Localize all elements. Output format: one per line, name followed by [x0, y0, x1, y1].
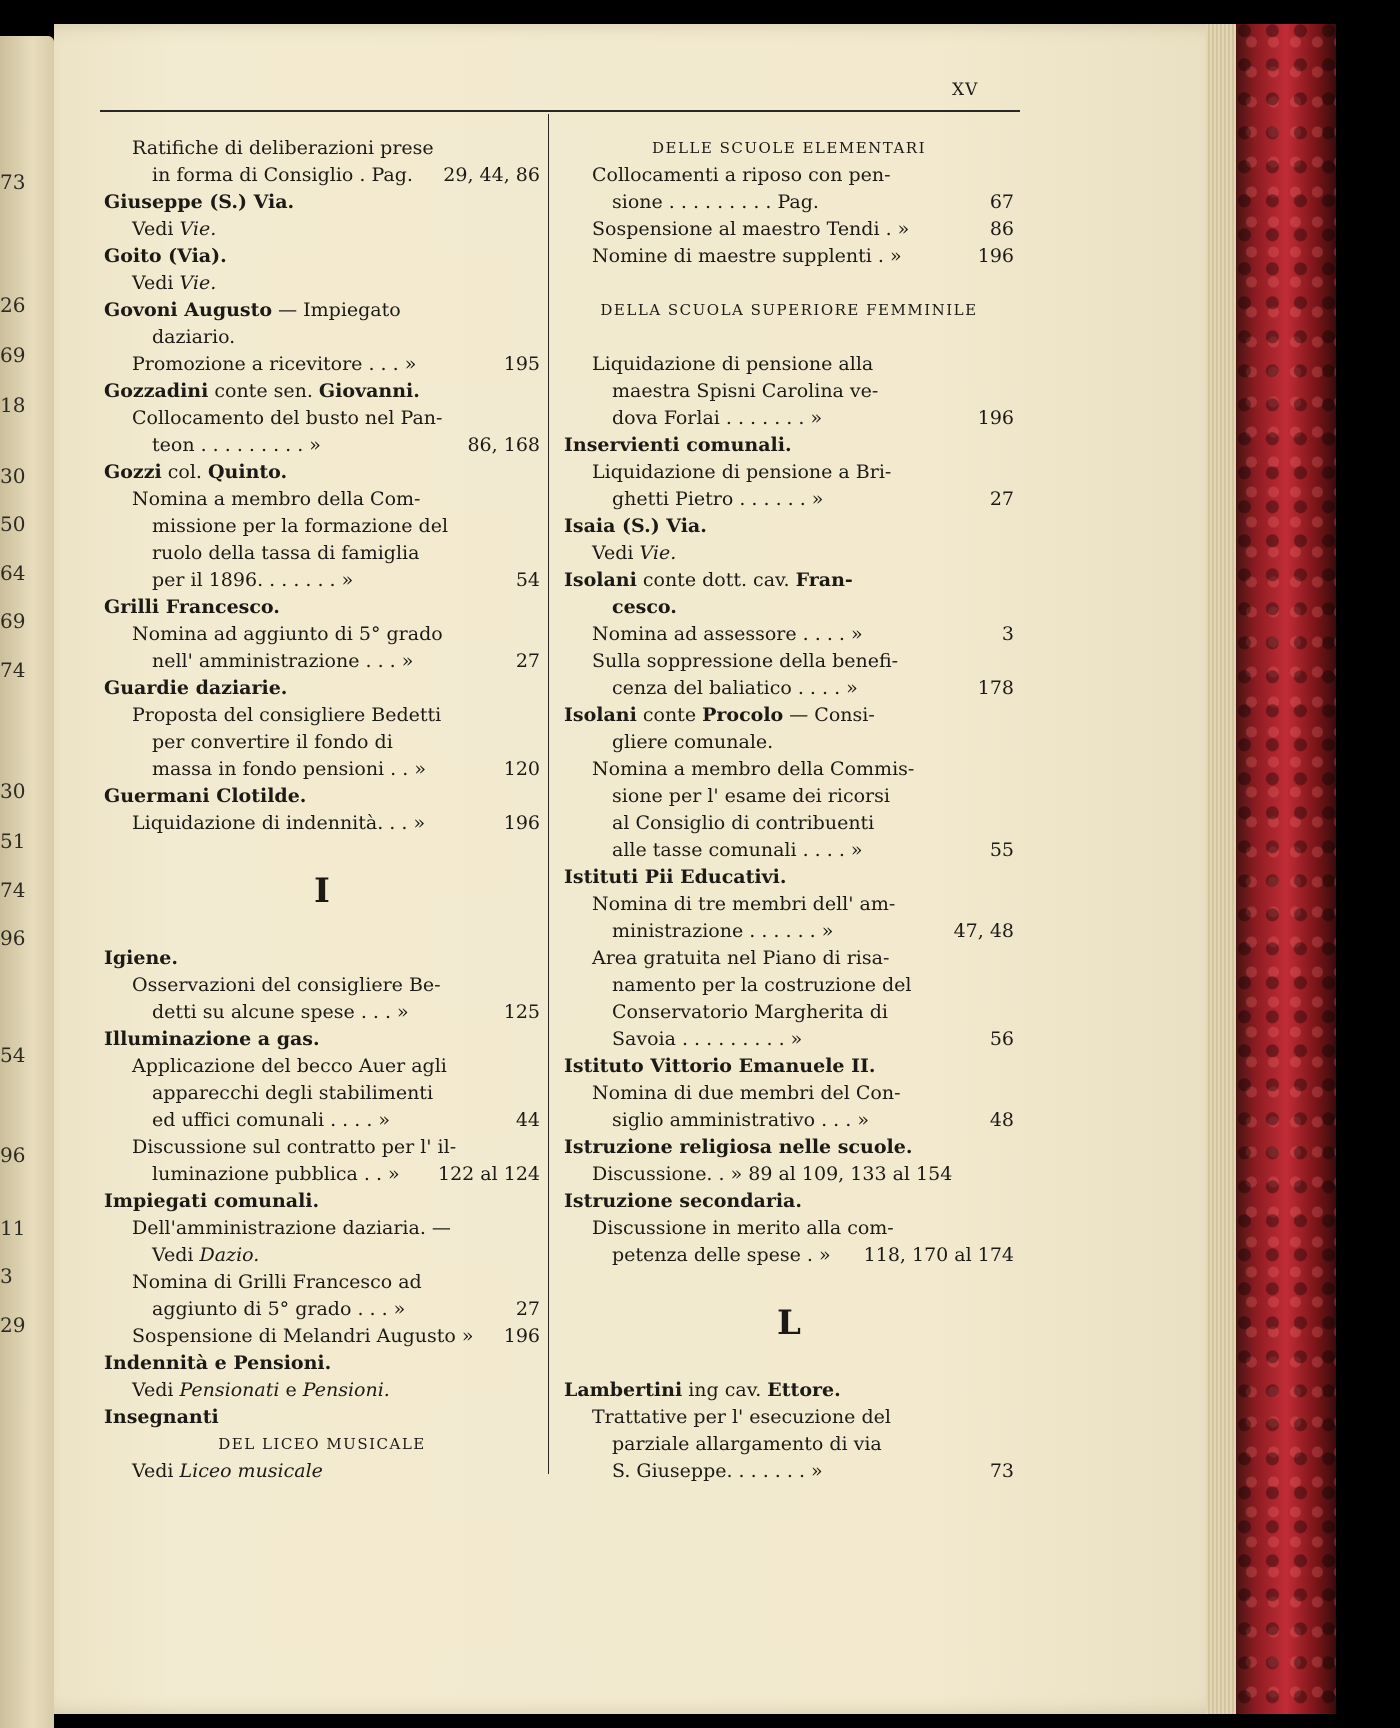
entry-text: sione . . . . . . . . . Pag.: [612, 191, 819, 213]
entry-text: Vedi: [132, 272, 180, 294]
index-entry: [104, 1107, 540, 1134]
entry-text: aggiunto di 5° grado . . . »: [152, 1298, 406, 1320]
page-ref: 196: [977, 245, 1014, 267]
index-entry: [104, 351, 540, 378]
page-ref: 48: [989, 1109, 1014, 1131]
index-heading: [564, 702, 1014, 729]
index-entry: [104, 702, 540, 729]
page-ref: 195: [503, 353, 540, 375]
index-heading: [104, 675, 540, 702]
index-entry: [564, 972, 1014, 999]
page-ref: 118, 170 al 174: [863, 1244, 1014, 1266]
index-heading: [564, 594, 1014, 621]
heading-text: Istruzione secondaria.: [564, 1190, 802, 1212]
page-ref: 27: [515, 1298, 540, 1320]
index-entry: [104, 567, 540, 594]
entry-text: Nomina a membro della Commis-: [592, 758, 915, 780]
index-heading: [564, 513, 1014, 540]
page-ref: 54: [515, 569, 540, 591]
index-entry: [564, 783, 1014, 810]
heading-text: Ettore.: [767, 1379, 841, 1401]
index-entry: [104, 1215, 540, 1242]
index-entry: [104, 1269, 540, 1296]
index-heading: [104, 243, 540, 270]
entry-text: — Consi-: [783, 704, 875, 726]
entry-text: Vedi: [132, 1460, 180, 1482]
index-entry: [104, 729, 540, 756]
index-entry: [564, 189, 1014, 216]
index-entry: [564, 1080, 1014, 1107]
index-entry: [564, 1242, 1014, 1269]
entry-text: ed uffici comunali . . . . »: [152, 1109, 391, 1131]
index-heading: [564, 1134, 1014, 1161]
heading-text: Isolani: [564, 704, 637, 726]
page-ref: 44: [515, 1109, 540, 1131]
entry-text: e: [279, 1379, 303, 1401]
reference-text: Pensioni.: [302, 1379, 390, 1401]
entry-text: col.: [161, 461, 208, 483]
entry-text: Sulla soppressione della benefi-: [592, 650, 899, 672]
index-entry: [564, 1431, 1014, 1458]
entry-text: Liquidazione di pensione a Bri-: [592, 461, 892, 483]
heading-text: Isolani: [564, 569, 637, 591]
entry-text: Trattative per l' esecuzione del: [592, 1406, 891, 1428]
entry-text: Nomina di due membri del Con-: [592, 1082, 901, 1104]
index-entry: [564, 729, 1014, 756]
index-entry: [564, 1026, 1014, 1053]
index-entry: [104, 1161, 540, 1188]
entry-text: gliere comunale.: [612, 731, 774, 753]
entry-text: apparecchi degli stabilimenti: [152, 1082, 434, 1104]
index-entry: [564, 675, 1014, 702]
heading-text: Guardie daziarie.: [104, 677, 288, 699]
page-ref: 86, 168: [467, 434, 540, 456]
entry-text: in forma di Consiglio . Pag.: [152, 164, 413, 186]
prev-page-number: 18: [0, 393, 26, 417]
heading-text: Giovanni.: [318, 380, 420, 402]
entry-text: Collocamento del busto nel Pan-: [132, 407, 443, 429]
index-heading: [564, 1377, 1014, 1404]
entry-text: S. Giuseppe. . . . . . . »: [612, 1460, 823, 1482]
heading-text: Inservienti comunali.: [564, 434, 792, 456]
entry-text: Nomine di maestre supplenti . »: [592, 245, 902, 267]
index-entry: [564, 162, 1014, 189]
index-entry: [104, 270, 540, 297]
heading-text: Giuseppe (S.) Via.: [104, 191, 295, 213]
entry-text: conte: [636, 704, 703, 726]
prev-page-number: 74: [0, 878, 26, 902]
entry-text: alle tasse comunali . . . . »: [612, 839, 863, 861]
page-ref: 3: [1001, 623, 1014, 645]
entry-text: cenza del baliatico . . . . »: [612, 677, 858, 699]
heading-text: Goito (Via).: [104, 245, 227, 267]
index-entry: [564, 216, 1014, 243]
index-heading: [104, 1350, 540, 1377]
heading-text: Gozzi: [104, 461, 162, 483]
prev-page-number: 74: [0, 658, 26, 682]
reference-text: Dazio.: [199, 1244, 260, 1266]
page-ref: 56: [989, 1028, 1014, 1050]
entry-text: conte sen.: [208, 380, 319, 402]
heading-text: Igiene.: [104, 947, 178, 969]
index-entry: [564, 405, 1014, 432]
entry-text: — Impiegato: [272, 299, 401, 321]
index-entry: [104, 1053, 540, 1080]
entry-text: al Consiglio di contribuenti: [612, 812, 875, 834]
page-ref: 47, 48: [953, 920, 1014, 942]
page-ref: 196: [503, 1325, 540, 1347]
spacer: [564, 1350, 1014, 1377]
entry-text: Liquidazione di indennità. . . »: [132, 812, 426, 834]
heading-text: Isaia (S.) Via.: [564, 515, 707, 537]
subheading: DELLE SCUOLE ELEMENTARI: [651, 139, 927, 157]
entry-text: ruolo della tassa di famiglia: [152, 542, 420, 564]
entry-text: Vedi: [132, 1379, 180, 1401]
subheading: DEL LICEO MUSICALE: [218, 1435, 426, 1453]
page-ref: 125: [503, 1001, 540, 1023]
index-heading: [104, 1404, 540, 1431]
entry-text: Applicazione del becco Auer agli: [132, 1055, 447, 1077]
page-ref: 196: [977, 407, 1014, 429]
prev-page-number: 50: [0, 512, 26, 536]
entry-text: ministrazione . . . . . . »: [612, 920, 834, 942]
index-entry: [104, 405, 540, 432]
entry-text: Nomina a membro della Com-: [132, 488, 421, 510]
page-ref: 86: [989, 218, 1014, 240]
heading-text: Quinto.: [207, 461, 288, 483]
index-heading: [104, 1026, 540, 1053]
heading-text: Grilli Francesco.: [104, 596, 280, 618]
heading-text: Istruzione religiosa nelle scuole.: [564, 1136, 913, 1158]
index-entry: [564, 999, 1014, 1026]
page-ref: 122 al 124: [437, 1163, 540, 1185]
subheading: DELLA SCUOLA SUPERIORE FEMMINILE: [600, 301, 978, 319]
index-entry: [564, 945, 1014, 972]
entry-text: Discussione. . » 89 al 109, 133 al 154: [592, 1163, 953, 1185]
index-entry: [104, 648, 540, 675]
entry-text: Collocamenti a riposo con pen-: [592, 164, 891, 186]
entry-text: per convertire il fondo di: [152, 731, 393, 753]
index-entry: [104, 540, 540, 567]
index-entry: [564, 1107, 1014, 1134]
heading-text: Procolo: [702, 704, 784, 726]
page-ref: 178: [977, 677, 1014, 699]
index-entry: [104, 621, 540, 648]
heading-text: Istituto Vittorio Emanuele II.: [564, 1055, 876, 1077]
entry-text: missione per la formazione del: [152, 515, 449, 537]
entry-text: massa in fondo pensioni . . »: [152, 758, 426, 780]
entry-text: ghetti Pietro . . . . . . »: [612, 488, 824, 510]
index-entry: [104, 810, 540, 837]
index-heading: [564, 1188, 1014, 1215]
reference-text: Vie.: [179, 272, 217, 294]
index-entry: [104, 162, 540, 189]
prev-page-number: 11: [0, 1216, 26, 1240]
spacer: [104, 918, 540, 945]
spacer: [564, 324, 1014, 351]
index-entry: [564, 1458, 1014, 1485]
section-letter: I: [314, 871, 330, 911]
prev-page-number: 30: [0, 464, 26, 488]
index-entry: [564, 459, 1014, 486]
section-letter: L: [777, 1303, 801, 1343]
entry-text: Liquidazione di pensione alla: [592, 353, 874, 375]
entry-text: dova Forlai . . . . . . . »: [612, 407, 823, 429]
heading-text: Gozzadini: [104, 380, 209, 402]
index-entry: [104, 999, 540, 1026]
heading-text: Impiegati comunali.: [104, 1190, 320, 1212]
entry-text: Conservatorio Margherita di: [612, 1001, 888, 1023]
prev-page-number: 29: [0, 1313, 26, 1337]
prev-page-number: 96: [0, 926, 26, 950]
reference-text: Vie.: [179, 218, 217, 240]
index-heading: [564, 864, 1014, 891]
entry-text: nell' amministrazione . . . »: [152, 650, 414, 672]
prev-page-number: 69: [0, 609, 26, 633]
prev-page-number: 54: [0, 1043, 26, 1067]
page-ref: 27: [515, 650, 540, 672]
entry-text: Promozione a ricevitore . . . »: [132, 353, 417, 375]
page-ref: 73: [989, 1460, 1014, 1482]
entry-text: Savoia . . . . . . . . . »: [612, 1028, 803, 1050]
heading-text: Govoni Augusto: [104, 299, 273, 321]
page-ref: 196: [503, 812, 540, 834]
index-entry: [564, 486, 1014, 513]
entry-text: namento per la costruzione del: [612, 974, 912, 996]
heading-text: Illuminazione a gas.: [104, 1028, 320, 1050]
entry-text: Nomina di Grilli Francesco ad: [132, 1271, 422, 1293]
index-heading: [564, 1053, 1014, 1080]
index-entry: [564, 837, 1014, 864]
page-number: XV: [952, 80, 979, 100]
index-entry: [564, 648, 1014, 675]
entry-text: Nomina ad assessore . . . . »: [592, 623, 863, 645]
entry-text: sione per l' esame dei ricorsi: [612, 785, 890, 807]
index-entry: [104, 1377, 540, 1404]
index-entry: [104, 1458, 540, 1485]
right-column: [564, 135, 1014, 1485]
entry-text: Vedi: [592, 542, 640, 564]
entry-text: Sospensione al maestro Tendi . »: [592, 218, 910, 240]
heading-text: Guermani Clotilde.: [104, 785, 307, 807]
index-heading: [104, 459, 540, 486]
header-rule: [100, 110, 1020, 112]
reference-text: Liceo musicale: [179, 1460, 323, 1482]
index-heading: [104, 594, 540, 621]
index-entry: [564, 378, 1014, 405]
index-entry: [104, 513, 540, 540]
index-heading: [564, 432, 1014, 459]
entry-text: daziario.: [152, 326, 236, 348]
index-heading: [564, 567, 1014, 594]
page-ref: 67: [989, 191, 1014, 213]
entry-text: per il 1896. . . . . . . »: [152, 569, 354, 591]
index-entry: [104, 1134, 540, 1161]
heading-text: Indennità e Pensioni.: [104, 1352, 332, 1374]
entry-text: Discussione in merito alla com-: [592, 1217, 894, 1239]
entry-text: petenza delle spese . »: [612, 1244, 831, 1266]
index-entry: [564, 1404, 1014, 1431]
index-entry: [104, 756, 540, 783]
prev-page-number: 73: [0, 170, 26, 194]
index-entry: [104, 1080, 540, 1107]
entry-text: teon . . . . . . . . . »: [152, 434, 321, 456]
index-entry: [564, 810, 1014, 837]
heading-text: Istituti Pii Educativi.: [564, 866, 787, 888]
index-entry: [104, 1242, 540, 1269]
entry-text: parziale allargamento di via: [612, 1433, 882, 1455]
reference-text: Pensionati: [179, 1379, 280, 1401]
entry-text: ing cav.: [682, 1379, 768, 1401]
index-heading: [104, 1188, 540, 1215]
index-entry: [104, 432, 540, 459]
index-heading: [104, 189, 540, 216]
entry-text: Vedi: [132, 218, 180, 240]
entry-text: Dell'amministrazione daziaria. —: [132, 1217, 451, 1239]
entry-text: Nomina ad aggiunto di 5° grado: [132, 623, 443, 645]
entry-text: Vedi: [152, 1244, 200, 1266]
reference-text: Vie.: [639, 542, 677, 564]
entry-text: Sospensione di Melandri Augusto »: [132, 1325, 474, 1347]
entry-text: Nomina di tre membri dell' am-: [592, 893, 896, 915]
index-entry: [104, 1323, 540, 1350]
entry-text: conte dott. cav.: [636, 569, 796, 591]
spacer: [564, 1269, 1014, 1296]
index-entry: [104, 324, 540, 351]
index-entry: [564, 918, 1014, 945]
index-entry: [564, 756, 1014, 783]
entry-text: luminazione pubblica . . »: [152, 1163, 400, 1185]
entry-text: Proposta del consigliere Bedetti: [132, 704, 442, 726]
index-entry: [104, 486, 540, 513]
heading-text: Lambertini: [564, 1379, 683, 1401]
entry-text: Ratifiche di deliberazioni prese: [132, 137, 434, 159]
prev-page-number: 30: [0, 779, 26, 803]
heading-text: cesco.: [612, 596, 677, 618]
index-entry: [564, 351, 1014, 378]
page-ref: 29, 44, 86: [443, 164, 540, 186]
index-entry: [564, 621, 1014, 648]
page-edges: [1206, 24, 1236, 1714]
index-entry: [104, 135, 540, 162]
index-entry: [564, 243, 1014, 270]
index-entry: [564, 540, 1014, 567]
column-divider: [548, 114, 549, 1474]
prev-page-number: 26: [0, 293, 26, 317]
index-heading: [104, 945, 540, 972]
entry-text: maestra Spisni Carolina ve-: [612, 380, 879, 402]
spacer: [564, 270, 1014, 297]
entry-text: Area gratuita nel Piano di risa-: [592, 947, 890, 969]
index-heading: [104, 783, 540, 810]
entry-text: Osservazioni del consigliere Be-: [132, 974, 441, 996]
index-entry: [104, 1296, 540, 1323]
heading-text: Fran-: [795, 569, 853, 591]
prev-page-number: 69: [0, 343, 26, 367]
entry-text: siglio amministrativo . . . »: [612, 1109, 869, 1131]
left-column: [104, 135, 540, 1485]
index-entry: [104, 216, 540, 243]
entry-text: detti su alcune spese . . . »: [152, 1001, 409, 1023]
index-entry: [564, 891, 1014, 918]
page-ref: 27: [989, 488, 1014, 510]
entry-text: Discussione sul contratto per l' il-: [132, 1136, 457, 1158]
index-entry: [564, 1161, 1014, 1188]
previous-page-edge: [0, 36, 54, 1728]
page-ref: 55: [989, 839, 1014, 861]
spacer: [104, 837, 540, 864]
prev-page-number: 96: [0, 1143, 26, 1167]
book-cover: [1236, 24, 1336, 1714]
heading-text: Insegnanti: [104, 1406, 219, 1428]
index-entry: [104, 972, 540, 999]
index-entry: [564, 1215, 1014, 1242]
prev-page-number: 51: [0, 829, 26, 853]
prev-page-number: 3: [0, 1264, 13, 1288]
prev-page-number: 64: [0, 561, 26, 585]
index-heading: [104, 378, 540, 405]
page-ref: 120: [503, 758, 540, 780]
index-heading: [104, 297, 540, 324]
